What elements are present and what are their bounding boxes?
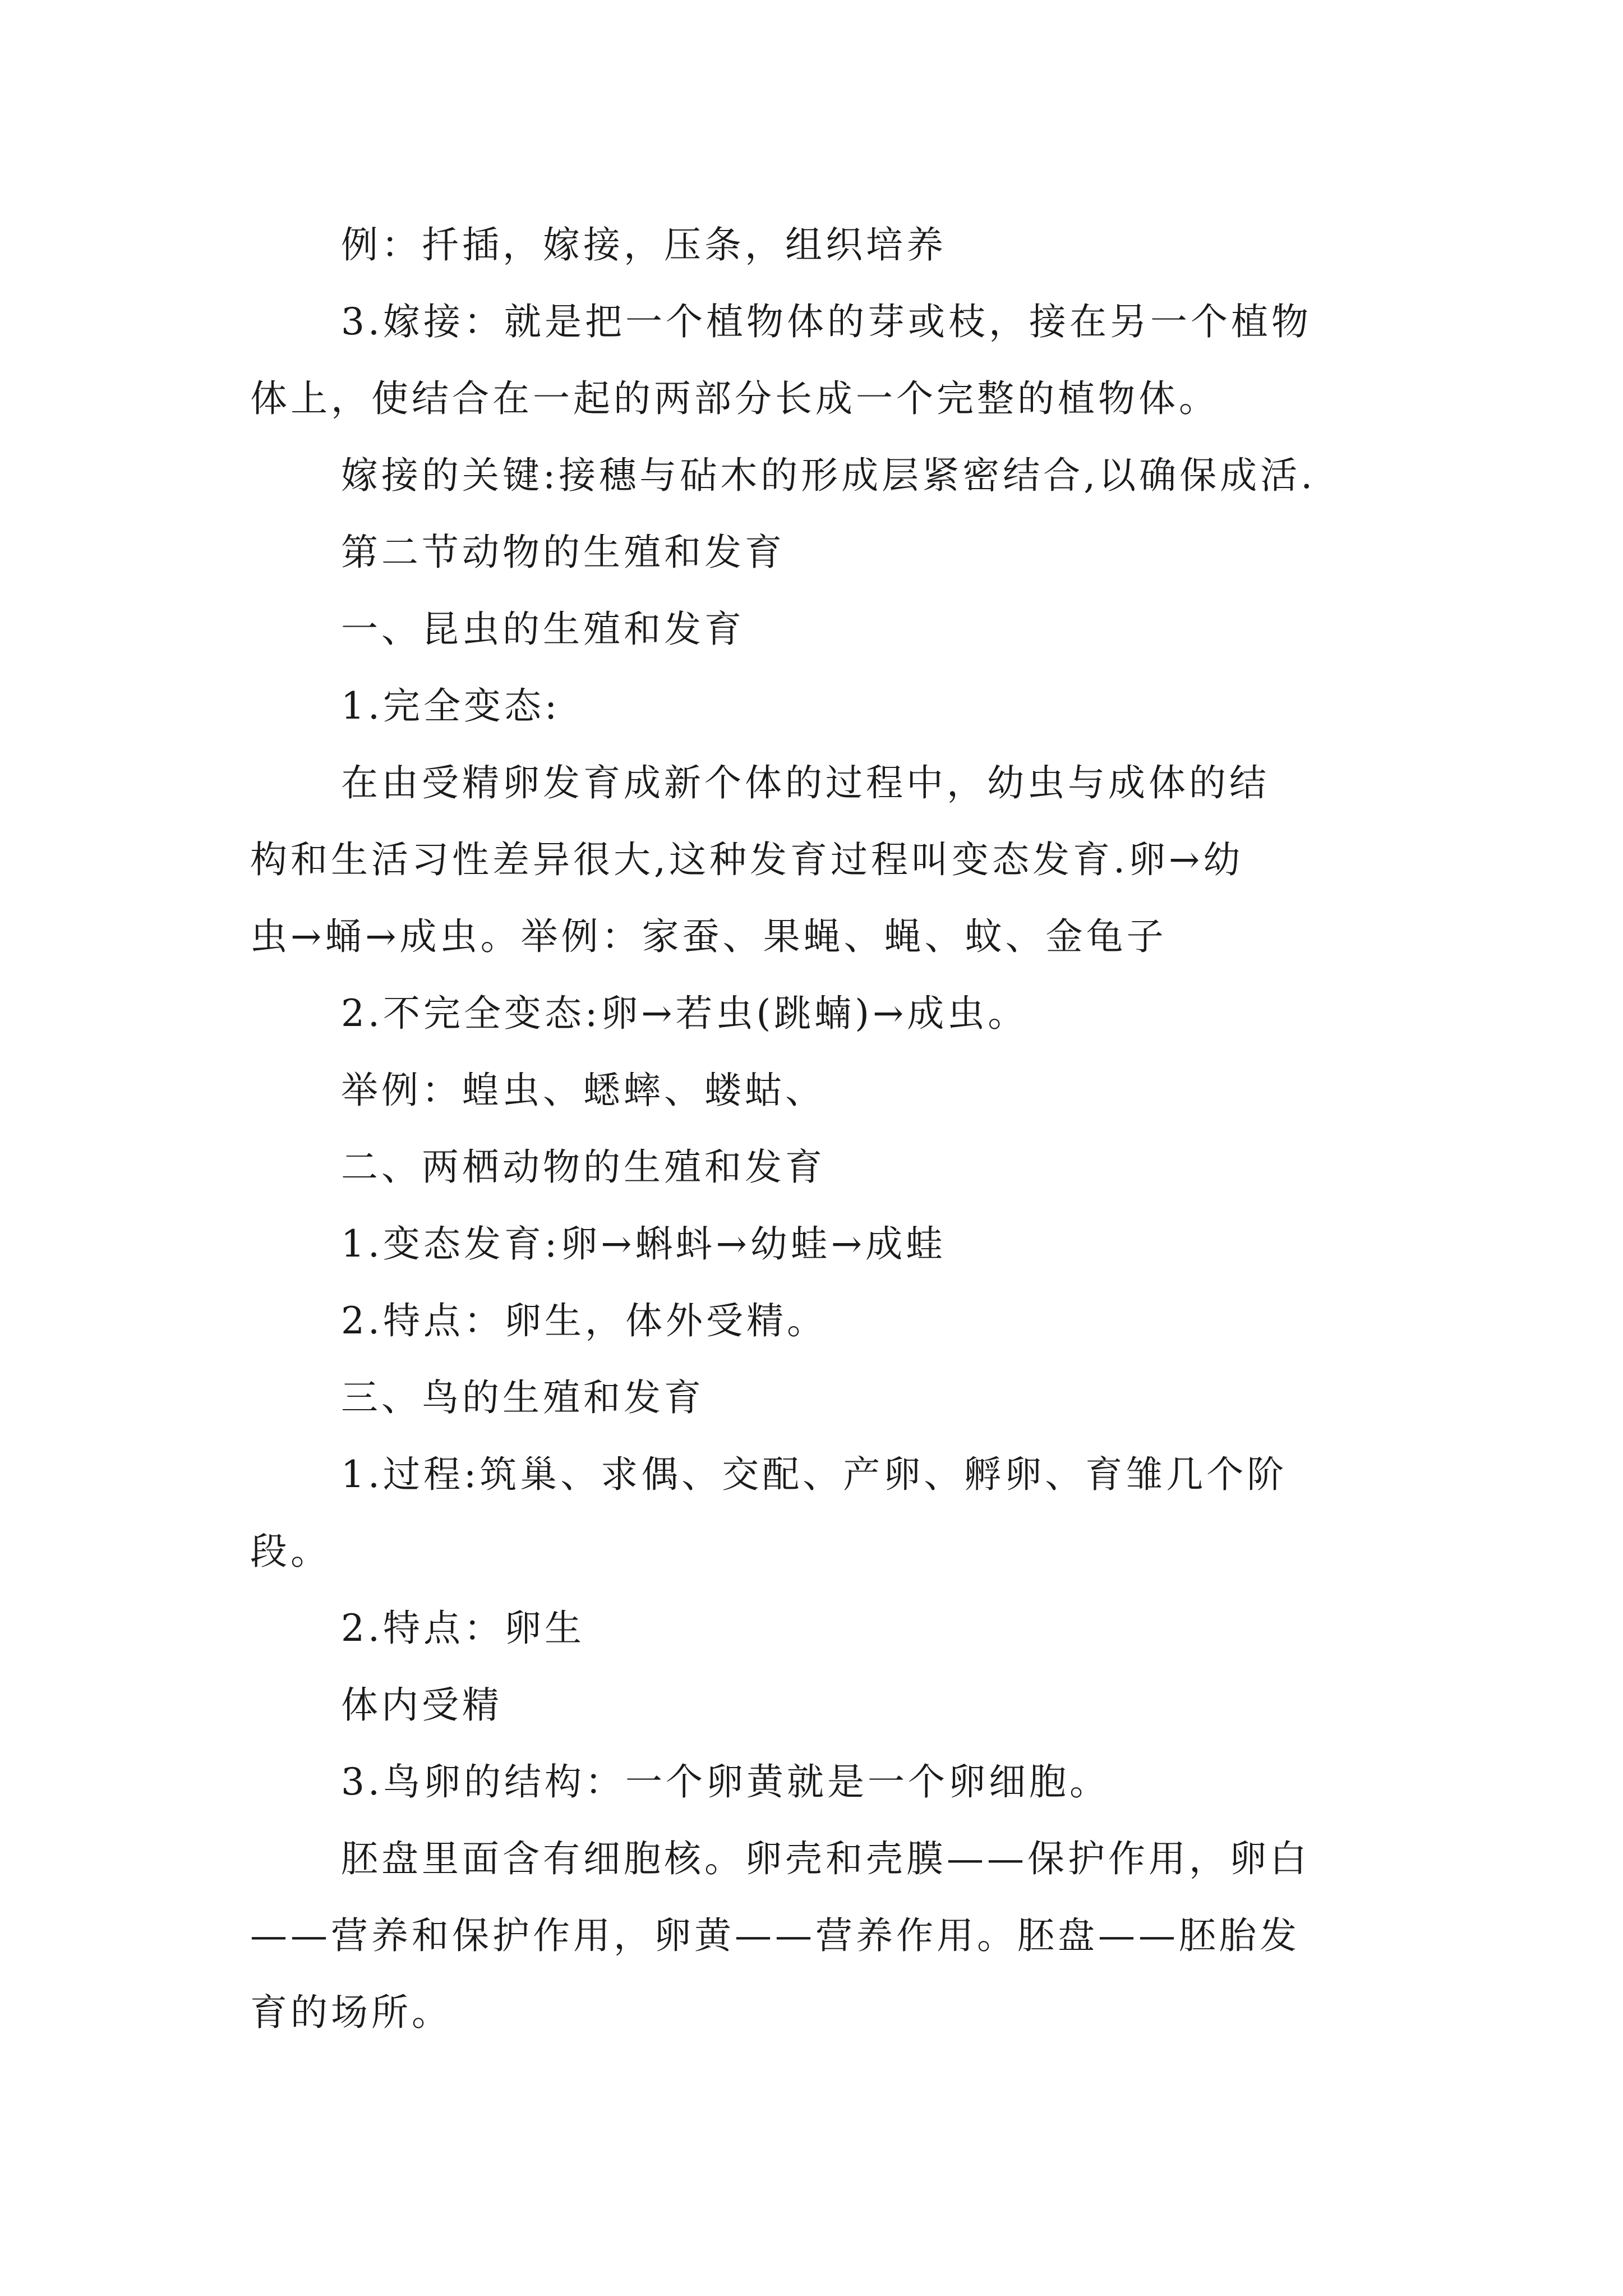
text-line: 育的场所。 — [250, 1991, 452, 2034]
text-line: 3.嫁接：就是把一个植物体的芽或枝，接在另一个植物 — [341, 300, 1312, 343]
text-line: 体内受精 — [341, 1683, 502, 1727]
document-body — [250, 206, 1389, 2051]
text-line: 构和生活习性差异很大,这种发育过程叫变态发育.卵→幼 — [250, 838, 1244, 881]
section-heading: 第二节动物的生殖和发育 — [341, 531, 785, 574]
text-line: 举例：蝗虫、蟋蟀、蝼蛄、 — [341, 1069, 826, 1112]
text-line: 嫁接的关键:接穗与砧木的形成层紧密结合,以确保成活. — [341, 454, 1316, 497]
text-line: 段。 — [250, 1530, 331, 1573]
text-line: 胚盘里面含有细胞核。卵壳和壳膜——保护作用，卵白 — [341, 1837, 1310, 1880]
text-line: 2.特点：卵生 — [341, 1607, 585, 1650]
text-line: 2.不完全变态:卵→若虫(跳蝻)→成虫。 — [341, 992, 1029, 1035]
subsection-heading: 三、鸟的生殖和发育 — [341, 1376, 704, 1419]
text-line: 体上，使结合在一起的两部分长成一个完整的植物体。 — [250, 377, 1219, 420]
text-line: ——营养和保护作用，卵黄——营养作用。胚盘——胚胎发 — [250, 1914, 1300, 1957]
text-line: 在由受精卵发育成新个体的过程中，幼虫与成体的结 — [341, 761, 1270, 804]
text-line: 1.变态发育:卵→蝌蚪→幼蛙→成蛙 — [341, 1222, 947, 1266]
text-line: 3.鸟卵的结构：一个卵黄就是一个卵细胞。 — [341, 1760, 1110, 1803]
text-line: 1.过程:筑巢、求偶、交配、产卵、孵卵、育雏几个阶 — [341, 1453, 1288, 1496]
subsection-heading: 二、两栖动物的生殖和发育 — [341, 1145, 826, 1189]
text-line: 例：扦插，嫁接，压条，组织培养 — [341, 223, 947, 266]
subsection-heading: 一、昆虫的生殖和发育 — [341, 608, 745, 651]
text-line: 虫→蛹→成虫。举例：家蚕、果蝇、蝇、蚊、金龟子 — [250, 915, 1167, 958]
text-line: 1.完全变态: — [341, 684, 561, 728]
text-line: 2.特点：卵生，体外受精。 — [341, 1299, 827, 1342]
